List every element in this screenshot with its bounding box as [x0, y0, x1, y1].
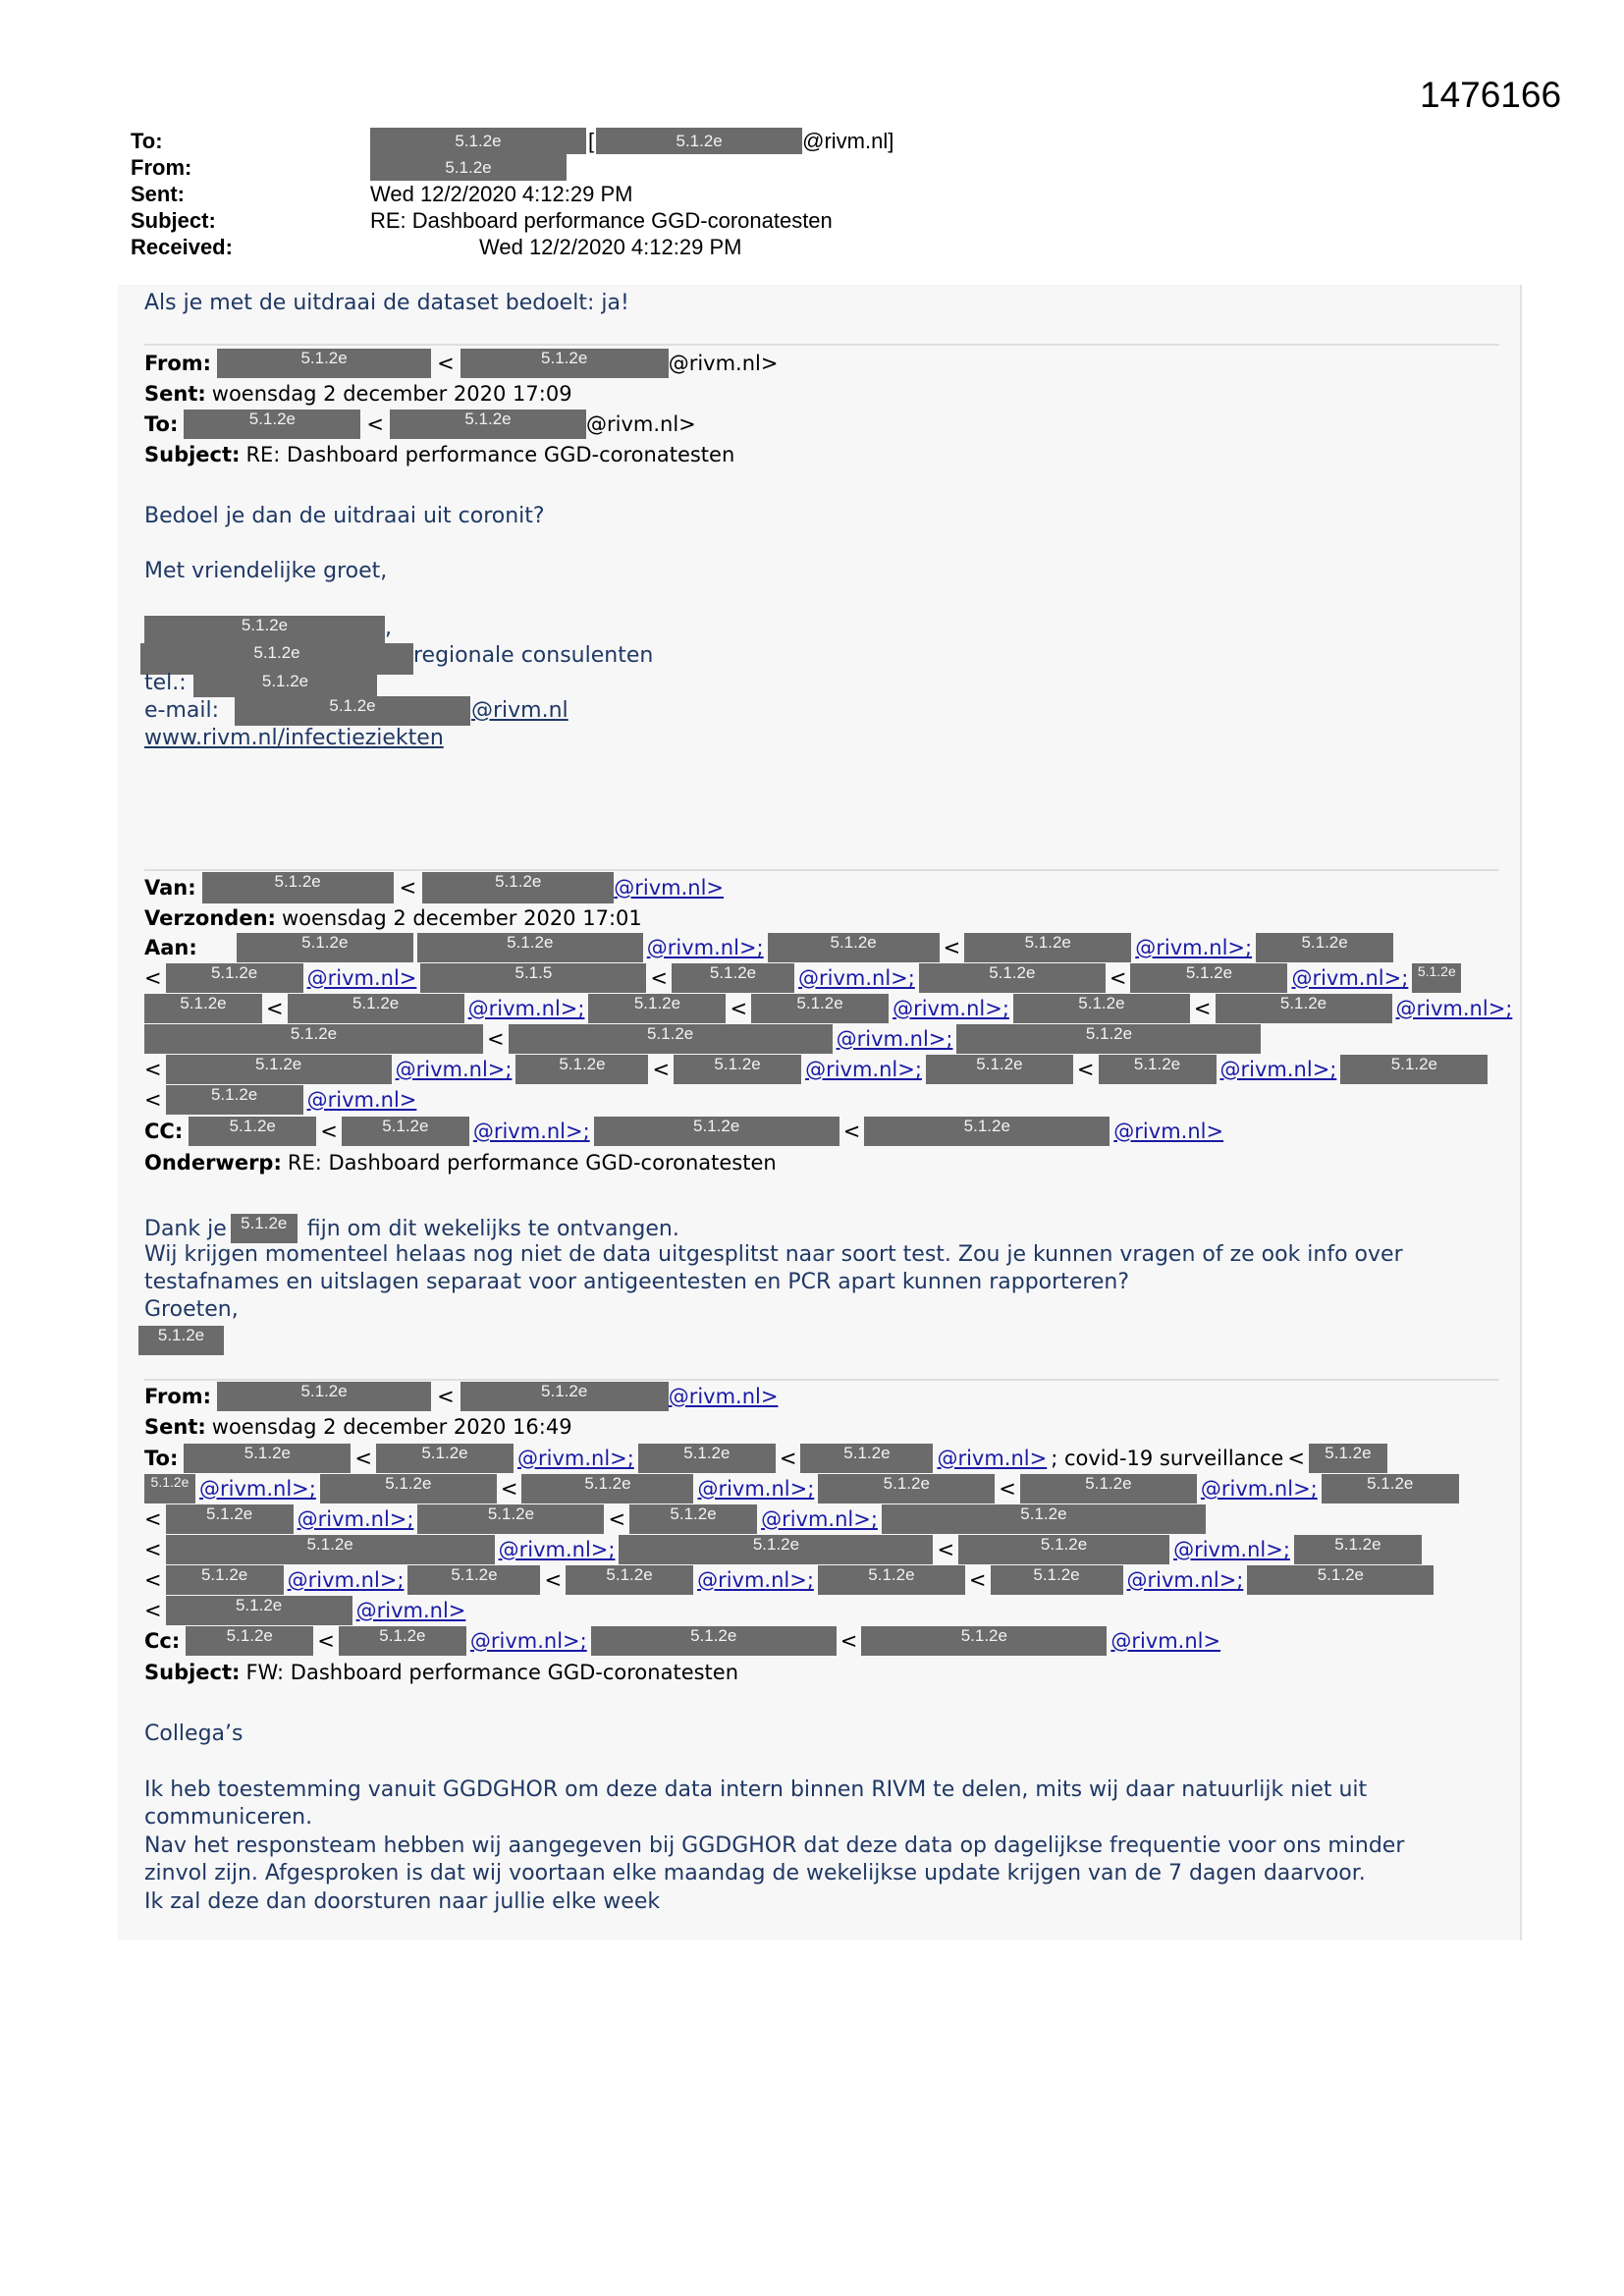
address-punctuation: <	[266, 997, 284, 1020]
email-link[interactable]: @rivm.nl>;	[1173, 1538, 1290, 1561]
redaction: 5.1.2e	[991, 1565, 1123, 1595]
msg3-body-line-1: Dank je 5.1.2e fijn om dit wekelijks te ontvangen.	[144, 1214, 679, 1243]
redaction: 5.1.2e	[919, 963, 1106, 993]
address-punctuation: ; covid-19 surveillance	[1051, 1447, 1284, 1470]
email-link[interactable]: @rivm.nl>	[306, 966, 417, 990]
field-value: woensdag 2 december 2020 17:09	[211, 382, 572, 406]
redaction: 5.1.2e	[509, 1024, 833, 1054]
sent-row	[131, 181, 893, 207]
redaction: 5.1.2e	[515, 1055, 648, 1084]
address-punctuation: <	[437, 1385, 455, 1408]
email-link[interactable]: @rivm.nl>;	[297, 1507, 414, 1531]
redaction: 5.1.2e	[861, 1626, 1107, 1656]
msg4-to-row-1	[144, 1444, 1387, 1473]
redaction: 5.1.2e	[751, 994, 889, 1023]
redaction: 5.1.2e	[460, 1382, 669, 1411]
redaction: 5.1.2e	[596, 128, 802, 154]
sent-label: Sent:	[131, 182, 185, 206]
msg3-aan-row-6	[144, 1085, 416, 1115]
redaction: 5.1.2e	[166, 963, 303, 993]
address-punctuation: <	[317, 1629, 335, 1653]
sent-value: Wed 12/2/2020 4:12:29 PM	[370, 182, 633, 206]
address-punctuation: <	[144, 966, 162, 990]
redaction: 5.1.2e	[237, 933, 413, 962]
redaction: 5.1.2e	[370, 128, 586, 154]
received-row	[131, 234, 893, 260]
subject-label: Subject:	[131, 208, 216, 233]
redaction: 5.1.2e	[768, 933, 940, 962]
email-link[interactable]: @rivm.nl>;	[498, 1538, 616, 1561]
redaction: 5.1.2e	[144, 1024, 483, 1054]
separator	[144, 869, 1499, 871]
redaction: 5.1.2e	[1247, 1565, 1434, 1595]
address-punctuation: <	[144, 1568, 162, 1592]
redaction: 5.1.2e	[376, 1444, 514, 1473]
address-punctuation: <	[608, 1507, 626, 1531]
redaction: 5.1.2e	[1216, 994, 1392, 1023]
msg3-van-row	[144, 872, 724, 903]
msg4-to-row-5	[144, 1565, 1434, 1595]
field-value: RE: Dashboard performance GGD-coronatesten	[245, 443, 735, 466]
email-link[interactable]: @rivm.nl>;	[697, 1568, 814, 1592]
email-link[interactable]: @rivm.nl>;	[1135, 936, 1253, 959]
redaction: 5.1.2e	[144, 616, 385, 643]
field-label: Van:	[144, 876, 196, 900]
email-link[interactable]: @rivm.nl>;	[1395, 997, 1513, 1020]
redaction: 5.1.2e	[166, 1535, 495, 1564]
redaction: 5.1.2e	[417, 1504, 604, 1534]
msg3-verzonden-row	[144, 906, 642, 930]
redaction: 5.1.2e	[189, 1117, 316, 1146]
redaction: 5.1.2e	[166, 1596, 352, 1625]
address-punctuation: <	[544, 1568, 563, 1592]
msg4-subject-row	[144, 1661, 738, 1684]
from-label: From:	[144, 352, 212, 375]
redaction: 5.1.2e	[166, 1565, 284, 1595]
msg4-body-line-4: zinvol zijn. Afgesproken is dat wij voortaan elke maandag de wekelijkse update krijgen van de 7 dagen daarvoor.	[144, 1861, 1366, 1886]
msg4-body-line-1: Ik heb toestemming vanuit GGDGHOR om deze data intern binnen RIVM te delen, mits wij daar natuurlijk niet uit	[144, 1777, 1368, 1802]
redaction: 5.1.2e	[1130, 963, 1287, 993]
address-punctuation: <	[144, 1088, 162, 1112]
redaction: 5.1.2e	[629, 1504, 757, 1534]
separator	[144, 1379, 1499, 1381]
field-label: Verzonden:	[144, 906, 276, 930]
address-punctuation: <	[652, 1058, 671, 1081]
address-punctuation: <	[943, 936, 961, 959]
redaction: 5.1.2e	[370, 154, 567, 181]
redaction: 5.1.2e	[460, 349, 669, 378]
msg3-aan-row-1	[144, 933, 1393, 962]
address-punctuation: <	[650, 966, 668, 990]
redaction: 5.1.2e	[166, 1504, 294, 1534]
address-punctuation: <	[842, 1120, 861, 1143]
redaction: 5.1.2e	[591, 1626, 837, 1656]
redaction: 5.1.2e	[235, 696, 470, 726]
address-punctuation: <	[779, 1447, 797, 1470]
field-label: Sent:	[144, 382, 206, 406]
address-punctuation: <	[937, 1538, 955, 1561]
redaction: 5.1.2e	[342, 1117, 469, 1146]
msg4-cc-row	[144, 1626, 1220, 1656]
redaction: 5.1.2e	[1256, 933, 1393, 962]
redaction: 5.1.2e	[1099, 1055, 1217, 1084]
address-punctuation: <	[144, 1599, 162, 1622]
email-link[interactable]: @rivm.nl>	[355, 1599, 466, 1622]
address-punctuation: <	[437, 352, 455, 375]
website-link[interactable]: www.rivm.nl/infectieziekten	[144, 726, 444, 750]
redaction: 5.1.2e	[166, 1055, 392, 1084]
subject-row	[131, 207, 893, 234]
to-label: To:	[131, 129, 163, 153]
reply-text: Als je met de uitdraai de dataset bedoelt: ja!	[144, 291, 629, 315]
redaction: 5.1.2e	[864, 1117, 1110, 1146]
address-punctuation: <	[399, 876, 417, 900]
redaction: 5.1.2e	[144, 994, 262, 1023]
email-link[interactable]: @rivm.nl>;	[287, 1568, 405, 1592]
address-punctuation: <	[144, 1538, 162, 1561]
msg2-from-row	[144, 349, 778, 378]
redaction: 5.1.2e	[566, 1565, 693, 1595]
redaction: 5.1.2e	[521, 1474, 693, 1503]
redaction: 5.1.2e	[619, 1535, 933, 1564]
redaction: 5.1.2e	[417, 933, 643, 962]
address-punctuation: <	[1193, 997, 1212, 1020]
email-link[interactable]: @rivm.nl>;	[646, 936, 764, 959]
redaction: 5.1.2e	[339, 1626, 466, 1656]
address-punctuation: <	[144, 1507, 162, 1531]
redaction: 5.1.2e	[1309, 1444, 1387, 1473]
email-link[interactable]: @rivm.nl>;	[836, 1027, 953, 1051]
redaction: 5.1.2e	[800, 1444, 933, 1473]
msg4-body-line-2: communiceren.	[144, 1805, 313, 1830]
to-domain: @rivm.nl]	[802, 129, 894, 153]
email-link[interactable]: @rivm.nl>;	[395, 1058, 513, 1081]
redaction: 5.1.2e	[144, 1474, 195, 1503]
email-link[interactable]: @rivm.nl>;	[472, 1120, 590, 1143]
address-punctuation: <	[1287, 1447, 1305, 1470]
field-label: Subject:	[144, 443, 241, 466]
redaction: 5.1.2e	[1412, 963, 1461, 993]
field-value: woensdag 2 december 2020 17:01	[281, 906, 642, 930]
redaction: 5.1.2e	[1013, 994, 1190, 1023]
email-link[interactable]: @rivm.nl>	[614, 876, 725, 900]
msg3-aan-row-5	[144, 1055, 1488, 1084]
redaction: 5.1.2e	[184, 410, 360, 439]
outer-email-header	[131, 128, 893, 260]
redaction: 5.1.2e	[217, 349, 431, 378]
redaction: 5.1.2e	[288, 994, 464, 1023]
msg3-body-line-2: Wij krijgen momenteel helaas nog niet de data uitgesplitst naar soort test. Zou je kunnen vragen of ze ook info over	[144, 1242, 1403, 1267]
redaction: 5.1.2e	[140, 643, 413, 675]
redaction: 5.1.2e	[138, 1326, 224, 1355]
field-label: Onderwerp:	[144, 1151, 282, 1175]
msg4-sent-row	[144, 1415, 572, 1439]
address-punctuation: <	[1109, 966, 1127, 990]
from-label: From:	[131, 155, 192, 180]
msg4-to-row-2	[144, 1474, 1459, 1503]
address-punctuation: <	[839, 1629, 858, 1653]
address-punctuation: <	[730, 997, 748, 1020]
msg4-body-line-3: Nav het responsteam hebben wij aangegeven bij GGDGHOR dat deze data op dagelijkse frequentie voor ons minder	[144, 1833, 1405, 1858]
redaction: 5.1.2e	[422, 872, 614, 903]
msg4-to-row-3	[144, 1504, 1206, 1534]
email-link[interactable]: @rivm.nl>;	[199, 1477, 316, 1501]
field-label: Aan:	[144, 936, 197, 959]
address-punctuation: <	[999, 1477, 1016, 1501]
field-value: RE: Dashboard performance GGD-coronatesten	[287, 1151, 777, 1175]
field-value: woensdag 2 december 2020 16:49	[211, 1415, 572, 1439]
email-link[interactable]: @rivm.nl>;	[893, 997, 1009, 1020]
redaction: 5.1.2e	[818, 1474, 995, 1503]
field-value: @rivm.nl>	[668, 352, 779, 375]
redaction: 5.1.2e	[184, 1444, 351, 1473]
redaction: 5.1.2e	[882, 1504, 1206, 1534]
email-link[interactable]: @rivm.nl>	[937, 1447, 1048, 1470]
redaction: 5.1.2e	[166, 1085, 303, 1115]
field-label: To:	[144, 1447, 179, 1470]
received-value: Wed 12/2/2020 4:12:29 PM	[479, 235, 742, 259]
redaction: 5.1.2e	[958, 1535, 1169, 1564]
redaction: 5.1.2e	[1340, 1055, 1488, 1084]
received-label: Received:	[131, 235, 233, 259]
subject-value: RE: Dashboard performance GGD-coronatesten	[370, 208, 833, 233]
to-row: To: 5.1.2e [ 5.1.2e @rivm.nl]	[131, 129, 894, 153]
address-punctuation: <	[366, 412, 384, 436]
redaction: 5.1.2e	[1020, 1474, 1197, 1503]
email-link[interactable]: @rivm.nl>	[306, 1088, 417, 1112]
field-label: From:	[144, 1385, 212, 1408]
field-value: FW: Dashboard performance GGD-coronatesten	[245, 1661, 739, 1684]
msg3-aan-row-4	[144, 1024, 1261, 1054]
redaction: 5.1.2e	[964, 933, 1131, 962]
redaction: 5.1.2e	[926, 1055, 1073, 1084]
email-link[interactable]: @rivm.nl>;	[469, 1629, 587, 1653]
address-punctuation: <	[354, 1447, 372, 1470]
document-number: 1476166	[1420, 75, 1562, 115]
address-punctuation: <	[968, 1568, 987, 1592]
field-label: To:	[144, 412, 179, 436]
redaction: 5.1.2e	[638, 1444, 776, 1473]
msg2-question: Bedoel je dan de uitdraai uit coronit?	[144, 504, 545, 528]
msg4-to-row-4	[144, 1535, 1422, 1564]
msg4-to-row-6	[144, 1596, 465, 1625]
address-punctuation: <	[320, 1120, 338, 1143]
redaction: 5.1.2e	[588, 994, 726, 1023]
email-link[interactable]: @rivm.nl>;	[467, 997, 585, 1020]
field-label: Subject:	[144, 1661, 241, 1684]
redaction: 5.1.2e	[231, 1214, 298, 1243]
redaction: 5.1.2e	[202, 872, 394, 903]
role-text: regionale consulenten	[413, 643, 654, 668]
email-link[interactable]: @rivm.nl>;	[516, 1447, 634, 1470]
email-link[interactable]: @rivm.nl>;	[798, 966, 915, 990]
tel-label: tel.:	[144, 671, 187, 695]
address-punctuation: <	[1076, 1058, 1095, 1081]
msg4-body-line-5: Ik zal deze dan doorsturen naar jullie elke week	[144, 1889, 661, 1914]
separator	[144, 344, 1499, 346]
email-link[interactable]: @rivm.nl>	[668, 1385, 779, 1408]
msg3-cc-row	[144, 1117, 1223, 1146]
redaction: 5.1.2e	[672, 963, 794, 993]
email-label: e-mail:	[144, 698, 220, 723]
field-label: Cc:	[144, 1629, 181, 1653]
msg2-to-row	[144, 410, 696, 439]
field-label: CC:	[144, 1120, 184, 1143]
msg3-aan-row-3	[144, 994, 1512, 1023]
redaction: 5.1.2e	[217, 1382, 431, 1411]
email-link[interactable]: @rivm.nl>;	[1126, 1568, 1244, 1592]
msg2-sent-row	[144, 382, 572, 406]
email-link[interactable]: @rivm.nl>;	[697, 1477, 815, 1501]
redaction: 5.1.2e	[186, 1626, 313, 1656]
field-label: Sent:	[144, 1415, 206, 1439]
msg2-greeting: Met vriendelijke groet,	[144, 559, 388, 583]
from-row	[131, 154, 893, 181]
address-punctuation: <	[487, 1027, 505, 1051]
msg2-subject-row	[144, 443, 734, 466]
email-link[interactable]: @rivm.nl>;	[1219, 1058, 1337, 1081]
msg3-closing: Groeten,	[144, 1297, 239, 1322]
email-link[interactable]: @rivm.nl>;	[1291, 966, 1409, 990]
msg4-salutation: Collega’s	[144, 1722, 244, 1746]
redaction: 5.1.2e	[390, 410, 586, 439]
email-link[interactable]: @rivm.nl>;	[1200, 1477, 1318, 1501]
address-punctuation: <	[500, 1477, 518, 1501]
email-link[interactable]: @rivm.nl>;	[805, 1058, 922, 1081]
address-punctuation: <	[144, 1058, 162, 1081]
redaction: 5.1.2e	[193, 672, 377, 697]
msg3-aan-row-2	[144, 963, 1461, 993]
redaction: 5.1.2e	[1294, 1535, 1422, 1564]
msg3-onderwerp-row	[144, 1151, 777, 1175]
redaction: 5.1.2e	[320, 1474, 497, 1503]
redaction: 5.1.2e	[407, 1565, 540, 1595]
redaction: 5.1.2e	[956, 1024, 1261, 1054]
redaction: 5.1.2e	[818, 1565, 965, 1595]
redaction: 5.1.5	[420, 963, 646, 993]
email-link[interactable]: @rivm.nl>	[1110, 1629, 1221, 1653]
msg4-from-row	[144, 1382, 778, 1411]
email-link[interactable]: @rivm.nl>	[1113, 1120, 1224, 1143]
redaction: 5.1.2e	[674, 1055, 801, 1084]
email-link[interactable]: @rivm.nl>;	[761, 1507, 878, 1531]
redaction: 5.1.2e	[1322, 1474, 1459, 1503]
msg3-body-line-3: testafnames en uitslagen separaat voor antigeentesten en PCR apart kunnen rapporteren?	[144, 1270, 1130, 1294]
field-value: @rivm.nl>	[585, 412, 696, 436]
redaction: 5.1.2e	[594, 1117, 839, 1146]
email-link[interactable]: @rivm.nl	[471, 698, 568, 723]
